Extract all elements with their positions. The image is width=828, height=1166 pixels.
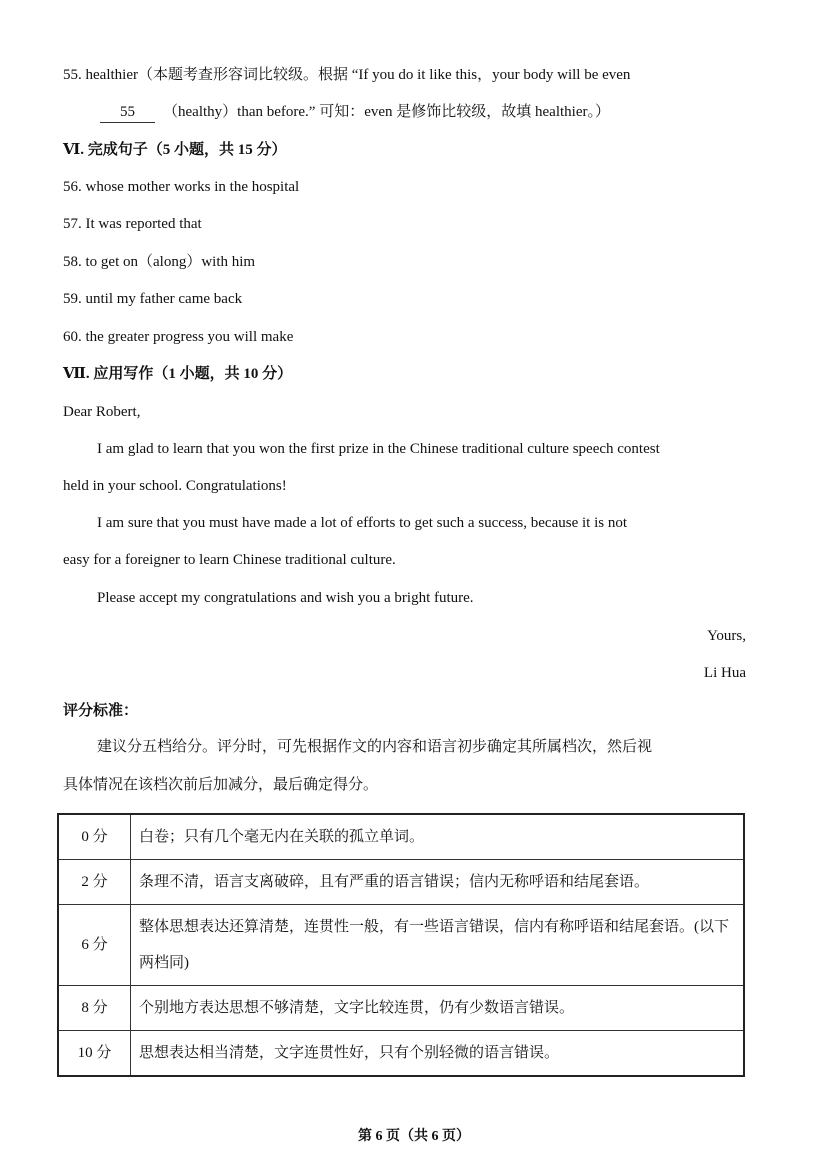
desc-cell: 条理不清，语言支离破碎，且有严重的语言错误；信内无称呼语和结尾套语。: [131, 860, 745, 905]
table-row: [58, 905, 744, 986]
table-row: [58, 814, 744, 860]
q55-line2: [100, 102, 610, 123]
letter-paragraph: I am glad to learn that you won the first prize in the Chinese traditional culture speech contest: [97, 441, 660, 457]
letter-signature: Li Hua: [703, 665, 746, 681]
letter-paragraph: I am sure that you must have made a lot of efforts to get such a success, because it is not: [97, 515, 627, 531]
list-item: 56. whose mother works in the hospital: [63, 179, 300, 195]
score-cell: 8 分: [58, 986, 131, 1031]
list-item: 57. It was reported that: [63, 216, 202, 232]
list-item: 58. to get on（along）with him: [63, 254, 256, 270]
table-row: [58, 860, 744, 905]
score-cell: 2 分: [58, 860, 131, 905]
table-row: [58, 986, 744, 1031]
score-cell: 10 分: [58, 1031, 131, 1077]
q55-line1: 55. healthier（本题考查形容词比较级。根据 “If you do it like this，your body will be even: [63, 67, 631, 83]
desc-cell: 个别地方表达思想不够清楚，文字比较连贯，仍有少数语言错误。: [131, 986, 745, 1031]
letter-closing: Yours,: [707, 628, 746, 644]
scoring-table: [57, 813, 745, 1077]
q55-line2-text: （healthy）than before.” 可知：even 是修饰比较级，故填 healthier。）: [163, 104, 610, 120]
section6-heading: Ⅵ. 完成句子（5 小题，共 15 分）: [63, 142, 287, 158]
letter-paragraph: easy for a foreigner to learn Chinese traditional culture.: [63, 552, 396, 568]
answer-blank: 55: [100, 102, 155, 123]
desc-cell: 整体思想表达还算清楚，连贯性一般，有一些语言错误，信内有称呼语和结尾套语。(以下两档同): [131, 905, 745, 986]
letter-greeting: Dear Robert,: [63, 404, 141, 420]
section7-heading: Ⅶ. 应用写作（1 小题，共 10 分）: [63, 366, 293, 382]
page-footer: 第 6 页（共 6 页）: [358, 1129, 470, 1144]
list-item: 59. until my father came back: [63, 291, 243, 307]
desc-cell: 白卷；只有几个毫无内在关联的孤立单词。: [131, 814, 745, 860]
desc-cell: 思想表达相当清楚，文字连贯性好，只有个别轻微的语言错误。: [131, 1031, 745, 1077]
score-cell: 6 分: [58, 905, 131, 986]
score-cell: 0 分: [58, 814, 131, 860]
scoring-intro: 具体情况在该档次前后加减分，最后确定得分。: [63, 777, 379, 793]
scoring-heading: 评分标准：: [63, 703, 139, 719]
letter-paragraph: held in your school. Congratulations!: [63, 478, 287, 494]
scoring-intro: 建议分五档给分。评分时，可先根据作文的内容和语言初步确定其所属档次，然后视: [97, 739, 653, 755]
table-row: [58, 1031, 744, 1077]
letter-paragraph: Please accept my congratulations and wish you a bright future.: [97, 590, 474, 606]
list-item: 60. the greater progress you will make: [63, 329, 294, 345]
